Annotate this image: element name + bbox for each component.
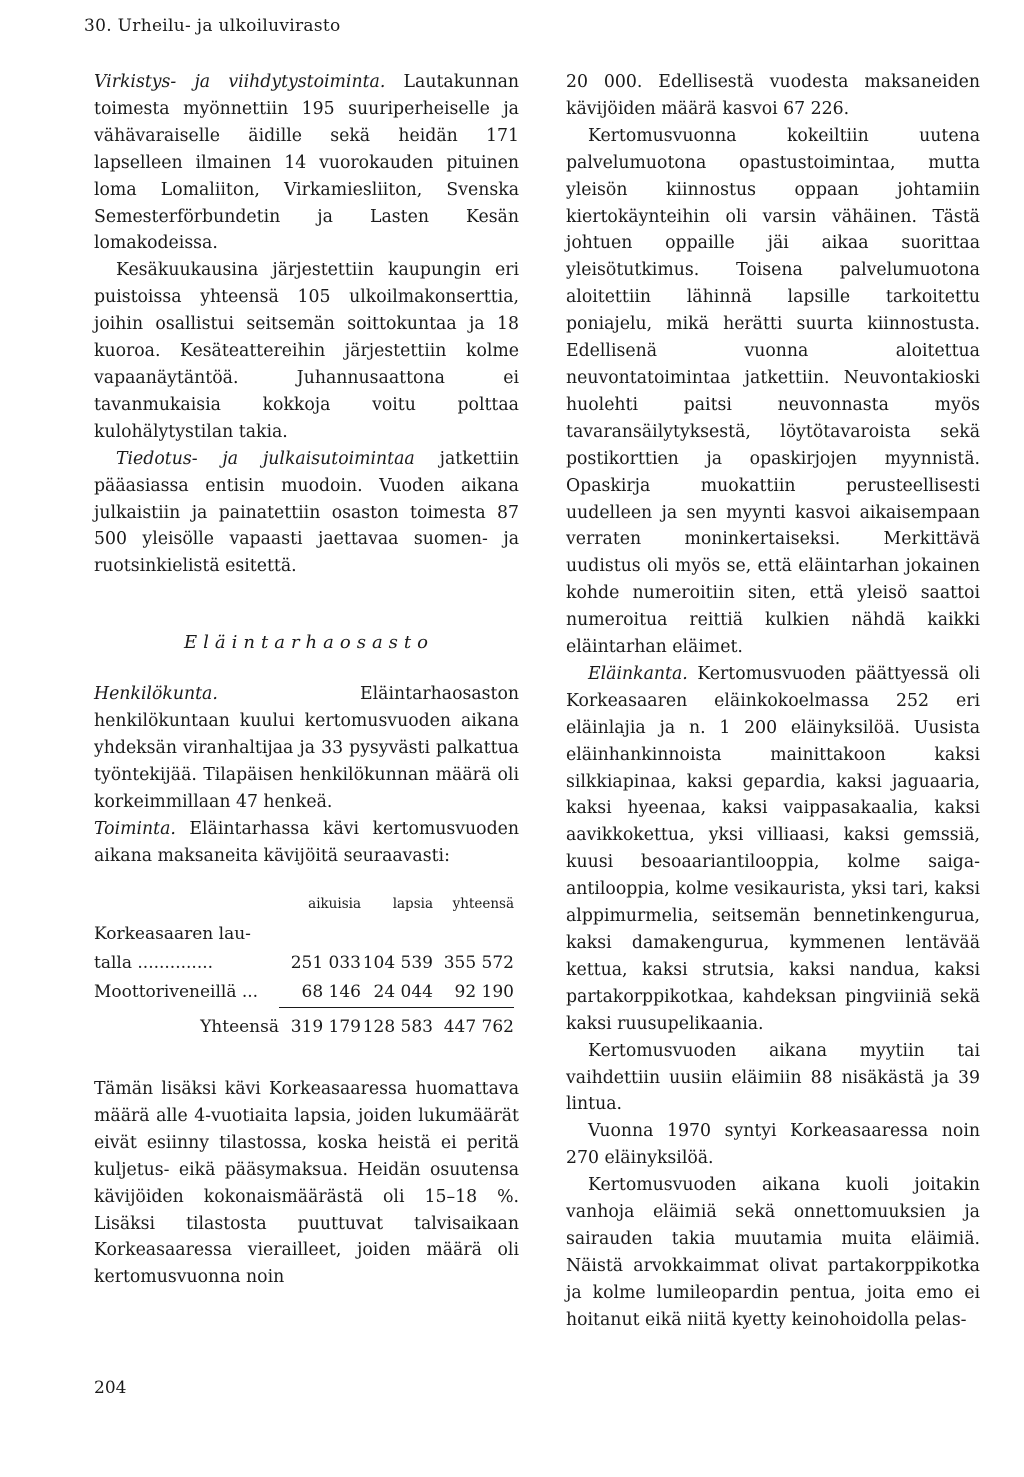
paragraph-text: Eläintarhaosaston henkilökuntaan kuului kertomusvuoden aikana yhdeksän viranhaltijaa ja 33 pysyvästi palkattua työntekijää. Tilapäisen henkilökunnan määrä oli korkeimmillaan 47 henkeä.	[94, 684, 519, 812]
paragraph-text: Kertomusvuoden päättyessä oli Korkeasaaren eläinkokoelmassa 252 eri eläinlajia ja n. 1 200 eläinyksilöä. Uusista eläinhankinnoista mainittakoon kaksi silkkiapinaa, kaksi gepardia, kaksi jaguaaria, kaksi hyeenaa, kaksi vaippasakaalia, kaksi aavikkokettua, yksi villiaasi, kaksi gemssiä, kuusi besoaariantilooppia, kolme saiga-antilooppia, kolme vesikaurista, yksi tari, kaksi alppimurmelia, seitsemän bennetinkengurua, kaksi damakengurua, kymmenen lentävää kettua, kaksi strutsia, kaksi nandua, kaksi partakorppikotkaa, kahdeksan pingviiniä sekä kaksi ruusupelikaania.	[566, 663, 980, 1034]
paragraph-lead-italic: Eläinkanta.	[588, 663, 688, 684]
table-header-yhteensa: yhteensä	[452, 896, 514, 913]
table-header-label	[94, 891, 279, 920]
table-header-lapsia: lapsia	[392, 896, 433, 913]
table-row	[94, 978, 514, 1007]
paragraph-myytiin: Kertomusvuoden aikana myytiin tai vaihdettiin uusiin eläimiin 88 nisäkästä ja 39 lintua.	[566, 1040, 980, 1115]
paragraph-kesakuukausina: Kesäkuukausina järjestettiin kaupungin eri puistoissa yhteensä 105 ulkoilmakonserttia, joihin osallistui seitsemän soittokuntaa ja 18 kuoroa. Kesäteattereihin järjestettiin kolme vapaanäytäntöä. Juhannusaattona ei tavanmukaisia kokkoja voitu polttaa kulohälytystilan takia.	[94, 260, 519, 442]
page-number: 204	[94, 1378, 127, 1398]
visitor-table	[94, 891, 514, 1042]
running-header: 30. Urheilu- ja ulkoiluvirasto	[84, 16, 341, 36]
section-heading-elaintarhaosasto: Eläintarhaosasto	[184, 632, 434, 654]
paragraph-text: jatkettiin pääasiassa entisin muodoin. Vuoden aikana julkaistiin ja painatettiin osaston toimesta 87 500 yleisölle vapaasti jaettavaa suomen- ja ruotsinkielistä esitettä.	[94, 448, 519, 577]
table-cell-label: talla ..............	[94, 953, 214, 974]
paragraph-lead-italic: Henkilökunta.	[94, 684, 218, 705]
paragraph-toiminta	[94, 816, 519, 870]
table-header-aikuisia: aikuisia	[308, 896, 361, 913]
table-total-yhteensa: 447 762	[443, 1017, 514, 1038]
table-cell-aikuisia: 68 146	[301, 982, 361, 1003]
paragraph-text: Lautakunnan toimesta myönnettiin 195 suuriperheiselle ja vähävaraiselle äidille sekä heidän 171 lapselleen ilmainen 14 vuorokauden pituinen loma Lomaliiton, Virkamiesliiton, Svenska Semesterförbundetin ja Lasten Kesän lomakodeissa.	[94, 72, 520, 254]
paragraph-syntyi: Vuonna 1970 syntyi Korkeasaaressa noin 270 eläinyksilöä.	[566, 1121, 980, 1169]
table-row	[94, 949, 514, 978]
table-cell-label: Korkeasaaren lau-	[94, 924, 251, 945]
table-cell-yhteensa: 355 572	[443, 953, 514, 974]
table-cell-lapsia: 104 539	[362, 953, 433, 974]
table-row	[94, 920, 514, 949]
paragraph-continuation: 20 000. Edellisestä vuodesta maksaneiden kävijöiden määrä kasvoi 67 226.	[566, 72, 980, 119]
paragraph-virkistys	[94, 69, 519, 257]
table-cell-aikuisia: 251 033	[290, 953, 361, 974]
paragraph-elainkanta	[566, 661, 980, 1038]
table-cell-lapsia: 24 044	[373, 982, 433, 1003]
table-header-row	[94, 891, 514, 920]
paragraph-lead-italic: Virkistys- ja viihdytystoiminta.	[94, 72, 386, 92]
table-total-label: Yhteensä	[200, 1017, 279, 1038]
table-cell-label: Moottoriveneillä ...	[94, 982, 259, 1003]
paragraph-taman-lisaksi: Tämän lisäksi kävi Korkeasaaressa huomattava määrä alle 4-vuotiaita lapsia, joiden lukumäärät eivät esiinny tilastossa, koska heistä ei peritä kuljetus- eikä pääsymaksua. Heidän osuutensa kävijöiden kokonaismäärästä oli 15–18 %. Lisäksi tilastosta puuttuvat talvisaikaan Korkeasaaressa vierailleet, joiden määrä oli kertomusvuonna noin	[94, 1079, 519, 1288]
table-cell-yhteensa: 92 190	[454, 982, 514, 1003]
paragraph-henkilokunta	[94, 681, 519, 816]
paragraph-lead-italic: Toiminta.	[94, 818, 176, 839]
right-column	[566, 69, 980, 1334]
paragraph-text: Eläintarhassa kävi kertomusvuoden aikana maksaneita kävijöitä seuraavasti:	[94, 818, 519, 866]
table-total-row	[94, 1008, 514, 1042]
table-total-aikuisia: 319 179	[290, 1017, 361, 1038]
table-total-lapsia: 128 583	[362, 1017, 433, 1038]
paragraph-opastustoiminta: Kertomusvuonna kokeiltiin uutena palvelumuotona opastustoimintaa, mutta yleisön kiinnostus oppaan johtamiin kiertokäynteihin oli varsin vähäinen. Tästä johtuen oppaille jäi aikaa suorittaa yleisötutkimus. Toisena palvelumuotona aloitettiin lähinnä lapsille tarkoitettu poniajelu, mikä herätti suurta kiinnostusta. Edellisenä vuonna aloitettua neuvontatoimintaa jatkettiin. Neuvontakioski huolehti paitsi neuvonnasta myös tavaransäilytyksestä, löytötavaroista sekä postikorttien ja opaskirjojen myynnistä. Opaskirja muokattiin perusteellisesti uudelleen ja sen myynti kasvoi aikaisempaan verraten moninkertaiseksi. Merkittävä uudistus oli myös se, että eläintarhan jokainen kohde numeroitiin siten, että yleisö saattoi numeroitua reittiä kulkien nähdä kaikki eläintarhan eläimet.	[566, 125, 980, 658]
paragraph-lead-italic: Tiedotus- ja julkaisutoimintaa	[116, 448, 415, 469]
left-column	[94, 69, 519, 1291]
paragraph-tiedotus	[94, 446, 519, 581]
paragraph-kuoli: Kertomusvuoden aikana kuoli joitakin vanhoja eläimiä sekä onnettomuuksien ja sairauden takia muutamia muita eläimiä. Näistä arvokkaimmat olivat partakorppikotka ja kolme lumileopardin pentua, joita emo ei hoitanut eikä niitä kyetty keinohoidolla pelas-	[566, 1175, 980, 1330]
